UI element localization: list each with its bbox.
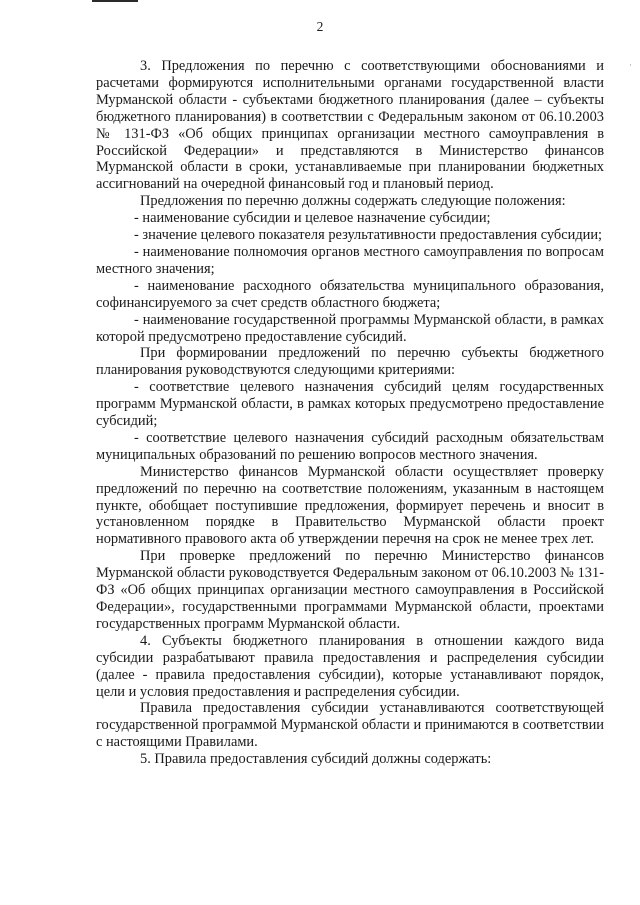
list-item: - наименование расходного обязательства муниципального образования, софинансируемого за счет средств областного бюджета; (96, 277, 604, 311)
paragraph-3-intro: 3. Предложения по перечню с соответствующими обоснованиями и расчетами формируются исполнительными органами государственной власти Мурманской области - субъектами бюджетного планирования (далее – субъекты бюджетного планирования) в соответствии с Федеральным законом от 06.10.2003 № 131-ФЗ «Об общих принципах организации местного самоуправления в Российской Федерации» и представляются в Министерство финансов Мурманской области в сроки, устанавливаемые при планировании бюджетных ассигнований на очередной финансовый год и плановый период. (96, 58, 604, 193)
paragraph-5-contents: 5. Правила предоставления субсидий должны содержать: (140, 751, 492, 768)
header-rule (92, 0, 138, 2)
list-item: - наименование государственной программы Мурманской области, в рамках которой предусмотрено предоставление субсидий. (96, 311, 604, 345)
document-body (96, 58, 604, 768)
paragraph-4-rules: 4. Субъекты бюджетного планирования в отношении каждого вида субсидии разрабатывают правила предоставления и распределения субсидии (далее - правила предоставления субсидии), которые устанавливают порядок, цели и условия предоставления и распределения субсидии. (96, 632, 604, 700)
list-item: - наименование субсидии и целевое назначение субсидии; (134, 210, 491, 227)
list-item: - соответствие целевого назначения субсидий расходным обязательствам муниципальных образований по решению вопросов местного значения. (96, 429, 604, 463)
paragraph-ministry-guidance: При проверке предложений по перечню Министерство финансов Мурманской области руководствуется Федеральным законом от 06.10.2003 № 131-ФЗ «Об общих принципах организации местного самоуправления в Российской Федерации», государственными программами Мурманской области, проектами государственных программ Мурманской области. (96, 548, 604, 632)
list-item: - наименование полномочия органов местного самоуправления по вопросам местного значения; (96, 243, 604, 277)
page-number: 2 (316, 19, 324, 34)
paragraph-rules-established: Правила предоставления субсидии устанавливаются соответствующей государственной программой Мурманской области и принимаются в соответствии с настоящими Правилами. (96, 700, 604, 751)
paragraph-requirements-heading: Предложения по перечню должны содержать следующие положения: (140, 193, 566, 210)
list-item: - соответствие целевого назначения субсидий целям государственных программ Мурманской области, в рамках которых предусмотрено предоставление субсидий; (96, 379, 604, 430)
paragraph-ministry-check: Министерство финансов Мурманской области осуществляет проверку предложений по перечню на соответствие положениям, указанным в настоящем пункте, обобщает поступившие предложения, формирует перечень и вносит в установленном порядке в Правительство Мурманской области проект нормативного правового акта об утверждении перечня на срок не менее трех лет. (96, 463, 604, 548)
list-item: - значение целевого показателя результативности предоставления субсидии; (134, 227, 603, 244)
paragraph-criteria-heading: При формировании предложений по перечню субъекты бюджетного планирования руководствуются следующими критериями: (96, 345, 604, 379)
margin-mark: · (629, 60, 632, 70)
